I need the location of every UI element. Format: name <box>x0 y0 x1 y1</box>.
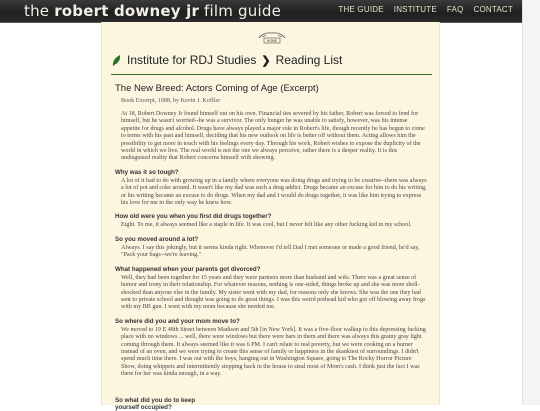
breadcrumb-page: Reading List <box>275 53 343 67</box>
answer: A lot of it had to do with growing up in a family where everyone was doing drugs and trying to be creative--there was always a lot of pot and coke around. It wasn't like my dad was such a drug addict. Drugs became an excuse for him to do his writing, or his writing became an excuse to do drugs. When my dad and I would do drugs together, it was like him trying to express his love for me in the only way he knew how. <box>121 177 427 207</box>
site-title-suffix: film guide <box>199 2 282 20</box>
emblem-label: HOME <box>266 39 278 43</box>
site-title-prefix: the <box>24 2 55 20</box>
question: How old were you when you first did drugs together? <box>115 213 272 221</box>
nav-link-contact[interactable]: CONTACT <box>473 5 513 14</box>
question: What happened when your parents got divorced? <box>115 265 261 273</box>
main-nav <box>338 5 513 14</box>
leaf-icon <box>111 54 122 67</box>
answer: We moved to 19 E 48th Street between Madison and 5th [in New York]. It was a five-floor walkup to this depressing fucking place with no windows ... well, there were windows but there were bars in them and there was always this grainy gray light coming through them. It always seemed like it was 6 PM. I can't relate to real poverty, but we were cooking on a burner instead of an oven, and we were trying to create this sense of family or happiness in the skankiest of surroundings. I didn't spend much time there. I was out with the boys, hanging out in Washington Square, going to The Rocky Horror Picture Show, doing whippets and intermittently stopping back in the house to steal most of Mom's cash. I think just the fact I was there for her was kinda enough, in a way. <box>121 326 426 378</box>
article-title: The New Breed: Actors Coming of Age (Excerpt) <box>115 83 319 94</box>
breadcrumb-separator: ❯ <box>261 54 271 67</box>
site-title[interactable] <box>24 2 281 20</box>
nav-link-faq[interactable]: FAQ <box>446 5 464 14</box>
nav-link-institute[interactable]: INSTITUTE <box>393 5 437 14</box>
nav-link-the-guide[interactable]: THE GUIDE <box>338 5 384 14</box>
breadcrumb <box>111 53 342 67</box>
divider <box>111 74 432 75</box>
site-title-bold: robert downey jr <box>54 2 200 20</box>
question: Why was it so tough? <box>115 168 179 176</box>
article-source: Book Excerpt, 1988, by Kevin J. Koffler <box>121 98 221 104</box>
article-intro: At 18, Robert Downey Jr found himself out on his own. Financial ties severed by his father, Robert was forced to fend for himself, but he wasn't worried--he was a survivor. The only hunger he was unable to satisfy, however, was his intense appetite for drugs and alcohol. Drugs have always played a major role in Robert's life, though recently he has begun to come to terms with his past and himself, deciding that his new outlook on life is better off without them. Acting allows him the possibility to get more in touch with his feelings every day. Through his work, Robert wishes to expose the duplicity of the world in which we live. The real world is not the one we always perceive, rather there is a deeper reality. It is this undisguised reality that Robert concerns himself with showing. <box>121 111 425 162</box>
vertical-scrollbar[interactable] <box>522 0 540 405</box>
answer: Well, they had been together for 15 years and they were partners more than husband and wife. There was a great sense of humor and irony in their relationship. For whatever reasons, nothing is one-sided, things broke up and she was more shell-shocked than anyone else in the family. My sister went with my dad, for reasons only she knows. She was the one they had sent to private school and thought was going to do great things. I was this weird pothead kid who got off blowing away frogs with my BB gun. I went with my mom because she needed me. <box>121 274 426 311</box>
site-header <box>0 0 523 23</box>
breadcrumb-section[interactable]: Institute for RDJ Studies <box>127 53 257 67</box>
article <box>115 82 427 379</box>
cutoff-question: So what did you do to keep yourself occupied? <box>115 397 196 411</box>
home-emblem-icon[interactable] <box>257 31 287 45</box>
answer: Always. I say this jokingly, but it seems kinda right. Whenever I'd tell Dad I met someone or made a good friend, he'd say, "Pack your bags--we're leaving." <box>121 244 420 259</box>
answer: Eight. To me, it always seemed like a staple in life. It was cool, but I never felt like any other fucking kid in my school. <box>121 222 412 229</box>
question: So where did you and your mom move to? <box>115 317 240 325</box>
question: So you moved around a lot? <box>115 235 199 243</box>
